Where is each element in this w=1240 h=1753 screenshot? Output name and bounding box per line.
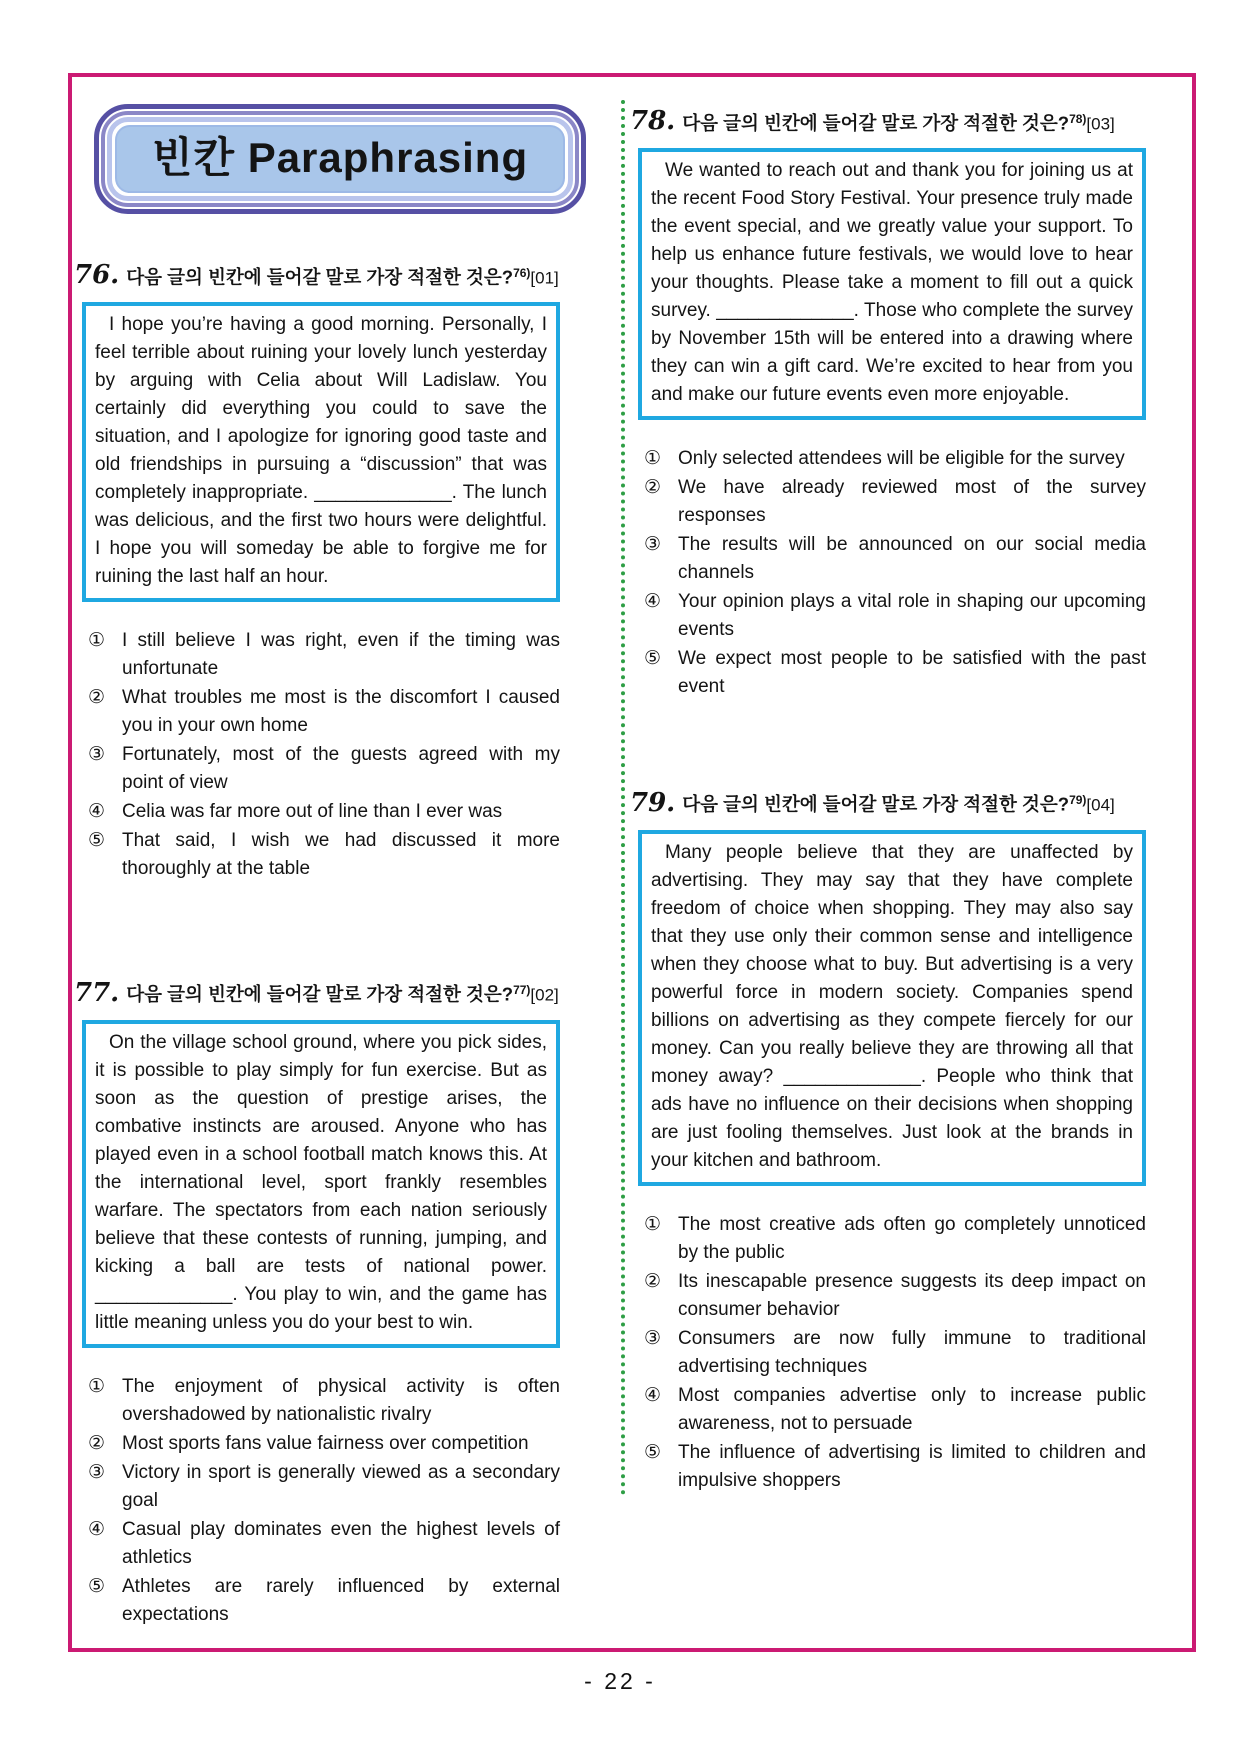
option-text: Consumers are now fully immune to traditional advertising techniques bbox=[678, 1327, 1146, 1377]
passage-box: I hope you’re having a good morning. Personally, I feel terrible about ruining your lovely lunch yesterday by arguing with Celia about Will Ladislaw. You certainly did everything you could to save the situation, and I apologize for ignoring good taste and old friendships in pursuing a “discussion” that was completely inappropriate. _____________. The lunch was delicious, and the first two hours were delightful. I hope you will someday be able to forgive me for ruining the last half an hour. bbox=[82, 302, 560, 602]
answer-option bbox=[644, 1267, 1146, 1324]
passage-box: We wanted to reach out and thank you for joining us at the recent Food Story Festival. Your presence truly made the event special, and we greatly value your support. To help us enhance future festivals, we would love to hear your thoughts. Please take a moment to fill out a quick survey. _____________. Those who complete the survey by November 15th will be entered into a drawing where they can win a gift card. We’re excited to hear from you and make our future events even more enjoyable. bbox=[638, 148, 1146, 420]
option-marker: ⑤ bbox=[644, 1440, 662, 1463]
answer-option bbox=[88, 1429, 560, 1458]
answer-option bbox=[88, 826, 560, 883]
question-header bbox=[74, 258, 560, 294]
question-prompt: 다음 글의 빈칸에 들어갈 말로 가장 적절한 것은? bbox=[126, 983, 514, 1005]
question-number: 78. bbox=[630, 106, 676, 137]
answer-options bbox=[82, 626, 560, 883]
option-text: What troubles me most is the discomfort I caused you in your own home bbox=[122, 687, 560, 737]
option-marker: ④ bbox=[644, 590, 662, 613]
answer-option bbox=[88, 797, 560, 826]
answer-option bbox=[88, 1515, 560, 1572]
answer-option bbox=[88, 626, 560, 683]
page-number: - 22 - bbox=[584, 1668, 656, 1694]
option-marker: ④ bbox=[88, 800, 106, 823]
answer-option bbox=[644, 1210, 1146, 1267]
question-footnote-number: 79) bbox=[1069, 793, 1087, 808]
left-column bbox=[74, 104, 560, 1629]
section-title: 빈칸 Paraphrasing bbox=[151, 134, 529, 181]
question-footnote-number: 77) bbox=[513, 983, 531, 998]
question-header bbox=[630, 104, 1146, 140]
option-marker: ② bbox=[88, 1431, 106, 1454]
answer-option bbox=[644, 444, 1146, 473]
option-text: That said, I wish we had discussed it more thoroughly at the table bbox=[122, 830, 560, 880]
option-text: Only selected attendees will be eligible for the survey bbox=[678, 448, 1125, 470]
answer-option bbox=[644, 530, 1146, 587]
option-text: Most companies advertise only to increase public awareness, not to persuade bbox=[678, 1384, 1146, 1434]
option-marker: ③ bbox=[644, 1326, 662, 1349]
title-ring-outer bbox=[94, 104, 586, 214]
question-76 bbox=[74, 258, 560, 883]
option-text: We expect most people to be satisfied with the past event bbox=[678, 648, 1146, 698]
option-marker: ④ bbox=[88, 1517, 106, 1540]
option-marker: ① bbox=[644, 1212, 662, 1235]
answer-option bbox=[88, 1372, 560, 1429]
question-number: 79. bbox=[630, 787, 676, 818]
answer-option bbox=[644, 1381, 1146, 1438]
question-footnote-number: 78) bbox=[1069, 112, 1087, 126]
option-text: Most sports fans value fairness over competition bbox=[122, 1432, 529, 1454]
option-text: Casual play dominates even the highest levels of athletics bbox=[122, 1518, 560, 1568]
answer-option bbox=[88, 1458, 560, 1515]
option-marker: ③ bbox=[88, 1460, 106, 1483]
option-text: Victory in sport is generally viewed as a secondary goal bbox=[122, 1461, 560, 1511]
answer-option bbox=[88, 1572, 560, 1629]
option-marker: ⑤ bbox=[644, 647, 662, 670]
answer-option bbox=[644, 1324, 1146, 1381]
answer-option bbox=[644, 644, 1146, 701]
question-header bbox=[74, 975, 560, 1011]
title-panel bbox=[115, 125, 565, 193]
option-marker: ① bbox=[644, 447, 662, 470]
passage-box: Many people believe that they are unaffected by advertising. They may say that they have complete freedom of choice when shopping. They may also say that they use only their common sense and intelligence when they choose what to buy. But advertising is a very powerful force in modern society. Companies spend billions on advertising as they compete fiercely for our money. Can you really believe they are throwing all that money away? _____________. People who think that ads have no influence on their decisions when shopping are just fooling themselves. Just look at the brands in your kitchen and bathroom. bbox=[638, 830, 1146, 1186]
answer-option bbox=[644, 1438, 1146, 1495]
answer-options bbox=[638, 1210, 1146, 1495]
question-prompt: 다음 글의 빈칸에 들어갈 말로 가장 적절한 것은? bbox=[682, 112, 1070, 134]
option-text: Celia was far more out of line than I ever was bbox=[122, 801, 503, 823]
answer-option bbox=[644, 587, 1146, 644]
answer-option bbox=[88, 683, 560, 740]
option-text: We have already reviewed most of the survey responses bbox=[678, 477, 1146, 527]
option-text: The results will be announced on our social media channels bbox=[678, 534, 1146, 584]
option-marker: ③ bbox=[644, 533, 662, 556]
answer-option bbox=[88, 740, 560, 797]
question-77 bbox=[74, 975, 560, 1628]
option-marker: ④ bbox=[644, 1383, 662, 1406]
option-marker: ⑤ bbox=[88, 1574, 106, 1597]
option-marker: ② bbox=[88, 686, 106, 709]
option-marker: ① bbox=[88, 629, 106, 652]
option-text: Athletes are rarely influenced by external expectations bbox=[122, 1575, 560, 1625]
question-78 bbox=[630, 104, 1146, 701]
question-source-ref: [01] bbox=[530, 268, 559, 288]
column-divider bbox=[621, 100, 625, 1496]
option-text: Its inescapable presence suggests its deep impact on consumer behavior bbox=[678, 1270, 1146, 1320]
answer-options bbox=[82, 1372, 560, 1629]
option-text: The most creative ads often go completely unnoticed by the public bbox=[678, 1213, 1146, 1263]
option-marker: ③ bbox=[88, 743, 106, 766]
option-marker: ⑤ bbox=[88, 829, 106, 852]
right-column bbox=[630, 104, 1146, 1495]
question-number: 76. bbox=[74, 260, 120, 291]
option-text: Your opinion plays a vital role in shaping our upcoming events bbox=[678, 591, 1146, 641]
section-title-plate bbox=[94, 104, 586, 214]
question-source-ref: [03] bbox=[1086, 114, 1115, 134]
question-79 bbox=[630, 785, 1146, 1494]
title-ring-inner bbox=[107, 117, 573, 201]
question-prompt: 다음 글의 빈칸에 들어갈 말로 가장 적절한 것은? bbox=[126, 266, 514, 288]
option-marker: ② bbox=[644, 476, 662, 499]
answer-options bbox=[638, 444, 1146, 701]
option-text: The influence of advertising is limited to children and impulsive shoppers bbox=[678, 1441, 1146, 1491]
option-text: Fortunately, most of the guests agreed with my point of view bbox=[122, 744, 560, 794]
title-ring-mid bbox=[101, 111, 579, 207]
question-source-ref: [04] bbox=[1086, 795, 1115, 815]
option-text: I still believe I was right, even if the timing was unfortunate bbox=[122, 630, 560, 680]
option-marker: ② bbox=[644, 1269, 662, 1292]
option-text: The enjoyment of physical activity is often overshadowed by nationalistic rivalry bbox=[122, 1375, 560, 1425]
option-marker: ① bbox=[88, 1374, 106, 1397]
passage-box: On the village school ground, where you pick sides, it is possible to play simply for fun exercise. But as soon as the question of prestige arises, the combative instincts are aroused. Anyone who has played even in a school football match knows this. At the international level, sport frankly resembles warfare. The spectators from each nation seriously believe that these contests of running, jumping, and kicking a ball are tests of national power. _____________. You play to win, and the game has little meaning unless you do your best to win. bbox=[82, 1020, 560, 1348]
question-number: 77. bbox=[74, 977, 120, 1008]
question-footnote-number: 76) bbox=[513, 266, 531, 280]
question-source-ref: [02] bbox=[530, 985, 559, 1005]
question-prompt: 다음 글의 빈칸에 들어갈 말로 가장 적절한 것은? bbox=[682, 793, 1070, 815]
answer-option bbox=[644, 473, 1146, 530]
question-header bbox=[630, 785, 1146, 821]
